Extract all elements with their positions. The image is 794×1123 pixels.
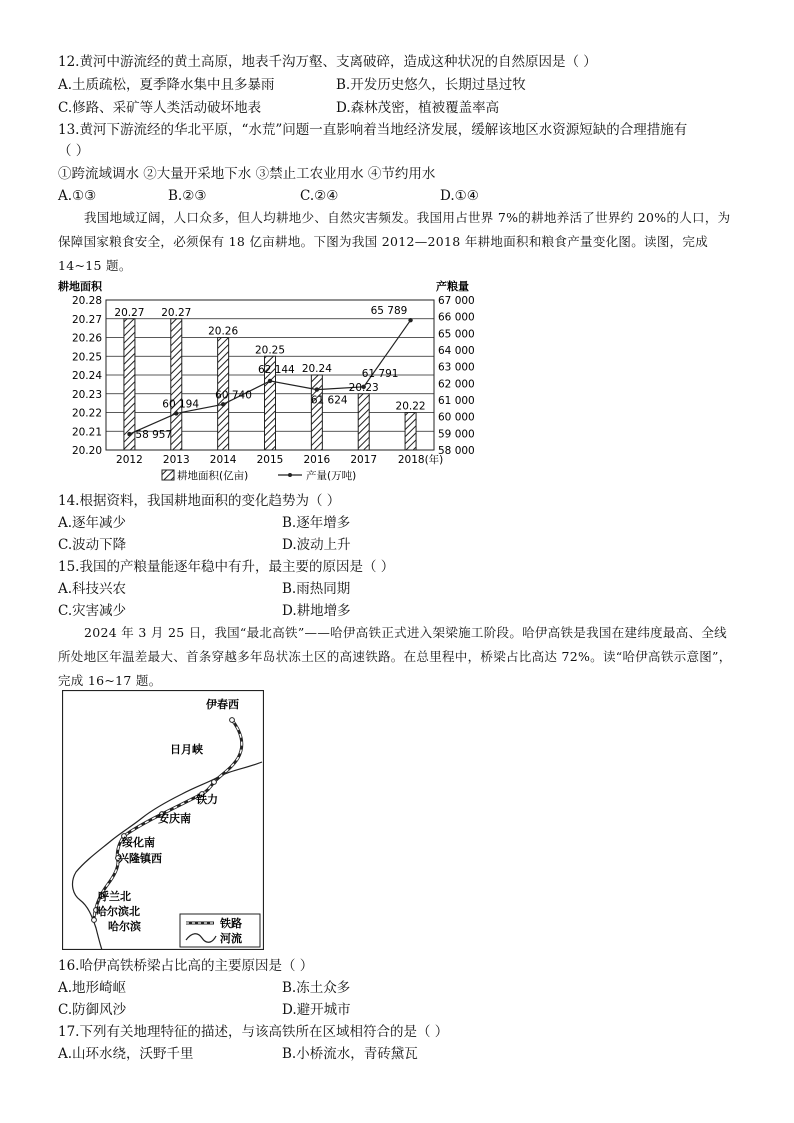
point-label-2014: 60 740	[215, 389, 252, 402]
legend-bar-swatch	[162, 470, 174, 480]
left-tick-label: 20.24	[71, 370, 102, 382]
legend-rail-label: 铁路	[220, 917, 242, 930]
point-grain-2018	[408, 318, 412, 322]
point-label-2016: 61 624	[310, 394, 348, 407]
right-tick-label: 61 000	[438, 395, 475, 407]
q12-option-a: A.土质疏松，夏季降水集中且多暴雨	[58, 77, 275, 93]
q13-option-a: A.①③	[58, 188, 97, 204]
station-label: 铁力	[196, 793, 218, 806]
legend-river-label: 河流	[220, 932, 242, 945]
q13-stem-cont: （ ）	[58, 143, 90, 159]
station-label: 伊春西	[206, 698, 239, 711]
q17-stem: 17.下列有关地理特征的描述，与该高铁所在区域相符合的是（ ）	[58, 1024, 449, 1040]
q15-option-a: A.科技兴农	[58, 581, 127, 597]
q13-stem: 13.黄河下游流经的华北平原，“水荒”问题一直影响着当地经济发展，缓解该地区水资源短缺的合理措施有	[58, 122, 688, 138]
legend-line-dot	[288, 473, 292, 477]
x-tick-label: 2013	[162, 454, 190, 466]
q13-option-d: D.①④	[440, 188, 479, 204]
bar-farmland-2012	[124, 319, 135, 450]
left-tick-label: 20.20	[71, 445, 102, 457]
x-tick-label: 2015	[256, 454, 284, 466]
intro-14-15: 我国地域辽阔，人口众多，但人均耕地少、自然灾害频发。我国用占世界 7%的耕地养活了世界约 20%的人口，为保障国家粮食安全，必须保有 18 亿亩耕地。下图为我国 2012—2018 年耕地面积和粮食产量变化图。读图，完成 14~15 题。	[58, 210, 731, 273]
bar-label-2017: 20.23	[348, 381, 379, 394]
point-grain-2016	[315, 387, 319, 391]
q14-option-b: B.逐年增多	[282, 515, 351, 531]
station-label: 哈尔滨北	[96, 905, 140, 918]
q15-option-c: C.灾害减少	[58, 603, 127, 619]
q16-option-c: C.防御风沙	[58, 1002, 127, 1018]
station-label: 呼兰北	[98, 890, 131, 903]
bar-farmland-2018	[405, 413, 416, 451]
point-label-2018: 65 789	[370, 305, 408, 318]
intro-16-17: 2024 年 3 月 25 日，我国“最北高铁”——哈伊高铁正式进入架梁施工阶段。哈伊高铁是我国在建纬度最高、全线所处地区年温差最大、首条穿越多年岛状冻土区的高速铁路。在总里程中，桥梁占比高达 72%。读“哈伊高铁示意图”，完成 16~17 题。	[58, 625, 732, 688]
right-tick-label: 60 000	[438, 411, 475, 424]
farmland-grain-chart	[56, 276, 506, 486]
left-tick-label: 20.25	[71, 351, 102, 364]
left-tick-label: 20.27	[71, 313, 102, 326]
x-tick-label: 2012	[116, 454, 143, 466]
q14-stem: 14.根据资料，我国耕地面积的变化趋势为（ ）	[58, 493, 341, 509]
ha-yi-railway-map	[62, 690, 264, 950]
bar-label-2012: 20.27	[114, 306, 145, 319]
q16-option-d: D.避开城市	[282, 1002, 351, 1018]
q15-stem: 15.我国的产粮量能逐年稳中有升，最主要的原因是（ ）	[58, 559, 395, 575]
bar-label-2013: 20.27	[161, 306, 192, 319]
q13-option-b: B.②③	[168, 188, 207, 204]
left-tick-label: 20.23	[71, 388, 102, 401]
legend-bar-label: 耕地面积(亿亩)	[177, 470, 249, 482]
x-tick-label: 2016	[303, 454, 331, 466]
legend-line-label: 产量(万吨)	[306, 470, 357, 482]
q14-option-d: D.波动上升	[282, 537, 351, 553]
left-tick-label: 20.22	[71, 407, 102, 420]
right-tick-label: 64 000	[438, 345, 475, 357]
point-grain-2015	[268, 379, 272, 383]
left-tick-label: 20.26	[71, 332, 102, 345]
q12-option-b: B.开发历史悠久，长期过垦过牧	[336, 77, 526, 93]
q13-items: ①跨流域调水 ②大量开采地下水 ③禁止工农业用水 ④节约用水	[58, 166, 436, 182]
q13-option-c: C.②④	[300, 188, 339, 204]
right-axis-title: 产粮量	[436, 280, 469, 293]
station-label: 哈尔滨	[108, 920, 141, 933]
point-label-2012: 58 957	[135, 429, 173, 442]
q15-option-d: D.耕地增多	[282, 603, 351, 619]
bar-label-2015: 20.25	[254, 344, 286, 357]
right-tick-label: 58 000	[438, 445, 475, 457]
bar-farmland-2016	[311, 375, 322, 450]
station-dot	[212, 780, 217, 785]
q16-option-a: A.地形崎岖	[58, 980, 127, 996]
station-dot	[92, 918, 97, 923]
q12-option-d: D.森林茂密，植被覆盖率高	[336, 100, 500, 116]
x-tick-label: 2014	[209, 454, 237, 466]
q16-option-b: B.冻土众多	[282, 980, 351, 996]
q17-option-b: B.小桥流水，青砖黛瓦	[282, 1046, 418, 1062]
station-label: 绥化南	[122, 836, 155, 849]
left-axis-title: 耕地面积	[58, 280, 102, 293]
q16-stem: 16.哈伊高铁桥梁占比高的主要原因是（ ）	[58, 958, 314, 974]
right-tick-label: 63 000	[438, 361, 475, 374]
x-tick-label: 2017	[350, 454, 378, 466]
point-label-2015: 62 144	[258, 363, 295, 376]
q15-option-b: B.雨热同期	[282, 581, 351, 597]
left-tick-label: 20.21	[71, 426, 102, 439]
station-label: 日月峡	[170, 743, 203, 756]
bar-farmland-2017	[358, 394, 369, 450]
station-label: 兴隆镇西	[118, 852, 162, 865]
right-tick-label: 65 000	[438, 328, 475, 341]
q17-option-a: A.山环水绕，沃野千里	[58, 1046, 194, 1062]
q12-stem: 12.黄河中游流经的黄土高原，地表千沟万壑、支离破碎，造成这种状况的自然原因是（ ）	[58, 54, 597, 70]
point-grain-2014	[221, 402, 225, 406]
station-dot	[230, 718, 235, 723]
q14-option-c: C.波动下降	[58, 537, 127, 553]
station-label: 安庆南	[158, 812, 191, 825]
right-tick-label: 66 000	[438, 311, 475, 324]
bar-label-2016: 20.24	[301, 363, 332, 375]
right-tick-label: 67 000	[438, 295, 475, 307]
point-label-2017: 61 791	[361, 367, 399, 380]
bar-label-2014: 20.26	[208, 325, 239, 338]
bar-label-2018: 20.22	[395, 400, 426, 413]
right-tick-label: 59 000	[438, 428, 475, 441]
x-tick-label: 2018(年)	[397, 454, 444, 466]
point-grain-2013	[174, 411, 178, 415]
point-grain-2012	[127, 432, 131, 436]
q12-option-c: C.修路、采矿等人类活动破坏地表	[58, 100, 262, 116]
left-tick-label: 20.28	[71, 295, 102, 307]
right-tick-label: 62 000	[438, 378, 475, 391]
bar-farmland-2013	[171, 319, 182, 450]
point-label-2013: 60 194	[162, 398, 200, 411]
q14-option-a: A.逐年减少	[58, 515, 127, 531]
